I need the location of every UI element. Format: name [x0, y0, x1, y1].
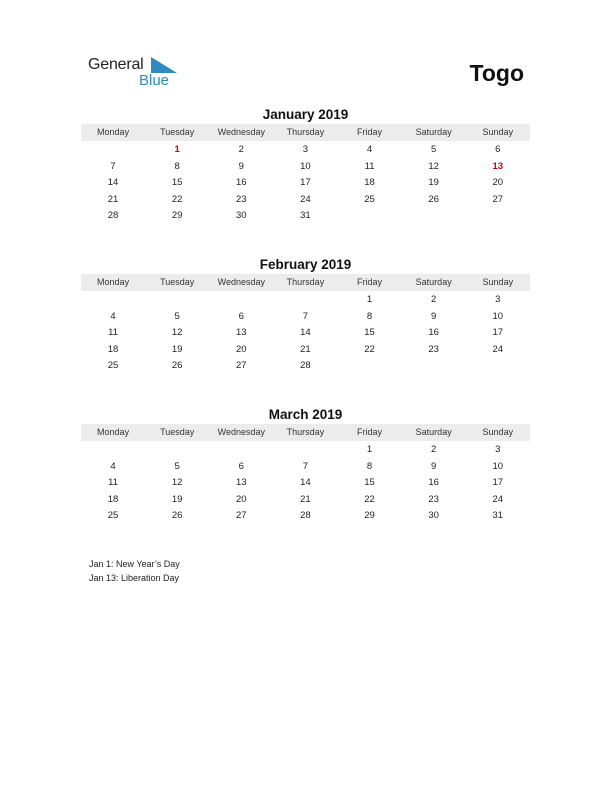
- day-cell: 4: [110, 310, 116, 322]
- empty-day-cell: [338, 208, 402, 225]
- week-row: [81, 508, 530, 525]
- month-january: [81, 106, 530, 225]
- day-cell: 11: [108, 477, 118, 488]
- day-cell: 5: [174, 460, 180, 472]
- day-cell: 7: [302, 310, 309, 322]
- day-cell: 8: [366, 460, 373, 472]
- day-cell: 22: [364, 493, 375, 505]
- day-cell: 21: [300, 493, 311, 505]
- day-cell: 22: [171, 193, 183, 205]
- day-cell: 2: [238, 144, 244, 155]
- empty-day-cell: [402, 208, 466, 225]
- weekday-header-monday: Monday: [97, 127, 130, 137]
- day-cell: 23: [236, 193, 247, 205]
- empty-day-cell: [81, 442, 145, 459]
- day-cell: 4: [110, 460, 116, 472]
- day-cell: 13: [236, 327, 247, 338]
- weekday-header-tuesday: Tuesday: [160, 277, 195, 287]
- day-cell: 26: [428, 193, 439, 205]
- month-title: March 2019: [268, 407, 343, 422]
- day-cell: 18: [107, 343, 119, 355]
- empty-day-cell: [402, 358, 466, 375]
- day-cell: 24: [492, 343, 504, 355]
- weekday-header-sunday: Sunday: [482, 277, 514, 287]
- holiday-note: Jan 13: Liberation Day: [89, 573, 180, 583]
- holiday-note: Jan 1: New Year’s Day: [89, 559, 180, 569]
- day-cell: 23: [428, 343, 439, 355]
- day-cell: 6: [238, 460, 244, 472]
- day-cell: 17: [492, 477, 504, 488]
- weekday-header-friday: Friday: [357, 427, 383, 437]
- day-cell: 28: [300, 510, 311, 521]
- holiday-notes: [89, 557, 180, 585]
- empty-day-cell: [338, 358, 402, 375]
- day-cell: 9: [238, 160, 244, 172]
- day-cell: 22: [364, 343, 375, 355]
- week-row: [81, 175, 530, 192]
- day-cell: 6: [495, 144, 501, 155]
- month-march: [81, 406, 530, 525]
- day-cell: 29: [171, 210, 183, 221]
- weekday-header-tuesday: Tuesday: [160, 427, 195, 437]
- day-cell: 18: [107, 493, 119, 505]
- weekday-header-saturday: Saturday: [415, 427, 452, 437]
- weekday-header-monday: Monday: [97, 277, 130, 287]
- weekday-header-monday: Monday: [97, 427, 130, 437]
- weekday-header-wednesday: Wednesday: [217, 127, 265, 137]
- empty-day-cell: [273, 442, 337, 459]
- day-cell: 9: [431, 310, 437, 322]
- weeks-container: [81, 442, 530, 525]
- day-cell: 16: [236, 177, 247, 188]
- weekday-header-friday: Friday: [357, 277, 383, 287]
- week-row: [81, 358, 530, 375]
- week-row: [81, 325, 530, 342]
- day-cell: 20: [236, 493, 247, 505]
- holiday-day-cell: 13: [492, 160, 504, 172]
- day-cell: 25: [107, 510, 119, 521]
- day-cell: 12: [428, 160, 439, 172]
- month-title: February 2019: [259, 257, 352, 272]
- weekday-header-sunday: Sunday: [482, 127, 514, 137]
- day-cell: 12: [171, 477, 183, 488]
- weeks-container: [81, 142, 530, 225]
- empty-day-cell: [81, 292, 145, 309]
- holiday-day-cell: 1: [174, 144, 180, 155]
- empty-day-cell: [466, 358, 530, 375]
- weekday-header-row: [81, 274, 530, 291]
- day-cell: 7: [302, 460, 309, 472]
- week-row: [81, 309, 530, 326]
- week-row: [81, 192, 530, 209]
- day-cell: 27: [236, 360, 247, 371]
- empty-day-cell: [81, 142, 145, 159]
- week-row: [81, 342, 530, 359]
- weekday-header-row: [81, 424, 530, 441]
- day-cell: 5: [431, 144, 437, 155]
- day-cell: 25: [364, 193, 375, 205]
- weekday-header-thursday: Thursday: [286, 427, 325, 437]
- day-cell: 6: [238, 310, 244, 322]
- day-cell: 20: [236, 343, 247, 355]
- weekday-header-row: [81, 124, 530, 141]
- day-cell: 24: [492, 493, 504, 505]
- month-february: [81, 256, 530, 375]
- weeks-container: [81, 292, 530, 375]
- day-cell: 9: [431, 460, 437, 472]
- empty-day-cell: [145, 442, 209, 459]
- week-row: [81, 159, 530, 176]
- day-cell: 28: [300, 360, 311, 371]
- day-cell: 27: [236, 510, 247, 521]
- day-cell: 19: [428, 177, 439, 188]
- day-cell: 29: [364, 510, 375, 521]
- week-row: [81, 459, 530, 476]
- country-title: Togo: [469, 60, 524, 86]
- day-cell: 27: [492, 193, 504, 205]
- day-cell: 19: [171, 343, 183, 355]
- weekday-header-saturday: Saturday: [415, 277, 452, 287]
- day-cell: 18: [364, 177, 375, 188]
- day-cell: 2: [431, 444, 437, 455]
- weekday-header-thursday: Thursday: [286, 127, 325, 137]
- day-cell: 11: [364, 160, 375, 172]
- weekday-header-tuesday: Tuesday: [160, 127, 195, 137]
- week-row: [81, 142, 530, 159]
- day-cell: 2: [431, 294, 437, 305]
- logo-flag-icon: [151, 57, 177, 73]
- day-cell: 14: [107, 177, 119, 188]
- generalblue-logo: [88, 56, 188, 90]
- week-row: [81, 492, 530, 509]
- day-cell: 19: [171, 493, 183, 505]
- day-cell: 23: [428, 493, 439, 505]
- day-cell: 26: [171, 510, 183, 521]
- weekday-header-wednesday: Wednesday: [217, 427, 265, 437]
- day-cell: 20: [492, 177, 504, 188]
- day-cell: 10: [492, 460, 504, 472]
- day-cell: 11: [108, 327, 118, 338]
- day-cell: 10: [300, 160, 311, 172]
- day-cell: 30: [236, 210, 247, 221]
- day-cell: 16: [428, 477, 439, 488]
- day-cell: 17: [300, 177, 311, 188]
- logo-general-text: General: [88, 56, 144, 73]
- day-cell: 15: [171, 177, 183, 188]
- day-cell: 21: [300, 343, 311, 355]
- day-cell: 3: [495, 294, 501, 305]
- day-cell: 7: [110, 160, 116, 172]
- day-cell: 15: [364, 327, 375, 338]
- day-cell: 14: [300, 327, 311, 338]
- day-cell: 26: [171, 360, 183, 371]
- weekday-header-sunday: Sunday: [482, 427, 514, 437]
- day-cell: 30: [428, 510, 439, 521]
- day-cell: 21: [107, 193, 119, 205]
- day-cell: 5: [174, 310, 180, 322]
- weekday-header-thursday: Thursday: [286, 277, 325, 287]
- day-cell: 3: [302, 144, 309, 155]
- day-cell: 25: [107, 360, 119, 371]
- day-cell: 10: [492, 310, 504, 322]
- day-cell: 3: [495, 444, 501, 455]
- week-row: [81, 475, 530, 492]
- day-cell: 4: [366, 144, 373, 155]
- week-row: [81, 208, 530, 225]
- day-cell: 28: [107, 210, 119, 221]
- day-cell: 8: [366, 310, 373, 322]
- logo-blue-text: Blue: [139, 72, 170, 89]
- week-row: [81, 292, 530, 309]
- day-cell: 15: [364, 477, 375, 488]
- day-cell: 31: [300, 210, 311, 221]
- day-cell: 16: [428, 327, 439, 338]
- day-cell: 12: [171, 327, 183, 338]
- month-title: January 2019: [262, 107, 349, 122]
- weekday-header-saturday: Saturday: [415, 127, 452, 137]
- day-cell: 24: [300, 193, 311, 205]
- day-cell: 1: [366, 294, 373, 305]
- day-cell: 13: [236, 477, 247, 488]
- day-cell: 8: [174, 160, 180, 172]
- day-cell: 1: [366, 444, 373, 455]
- day-cell: 31: [492, 510, 504, 521]
- empty-day-cell: [273, 292, 337, 309]
- week-row: [81, 442, 530, 459]
- day-cell: 14: [300, 477, 311, 488]
- day-cell: 17: [492, 327, 504, 338]
- weekday-header-friday: Friday: [357, 127, 383, 137]
- empty-day-cell: [466, 208, 530, 225]
- empty-day-cell: [209, 442, 273, 459]
- empty-day-cell: [145, 292, 209, 309]
- weekday-header-wednesday: Wednesday: [217, 277, 265, 287]
- empty-day-cell: [209, 292, 273, 309]
